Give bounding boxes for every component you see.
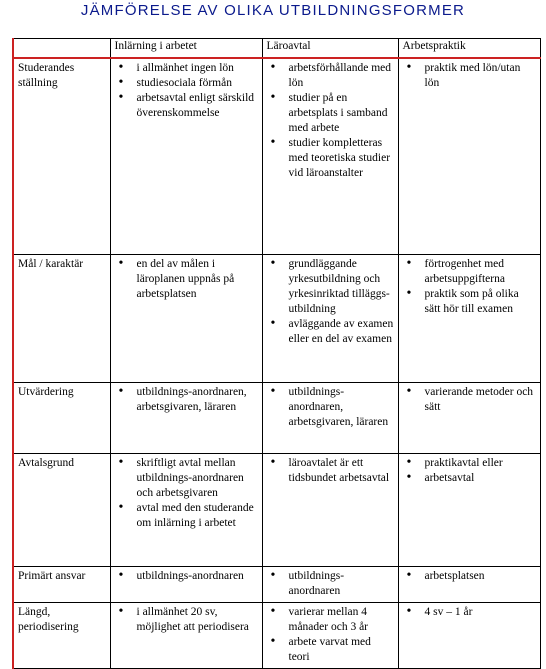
bullet-item: • i allmänhet ingen lön [115, 61, 259, 76]
cell-arbetspraktik [398, 382, 540, 453]
bullet-item: • avläggande av examen eller en del av examen [267, 317, 395, 347]
cell-laroavtal [262, 254, 398, 382]
cell-arbetspraktik [398, 566, 540, 602]
bullet-item: • praktik som på olika sätt hör till examen [403, 287, 537, 317]
cell-arbetspraktik [398, 453, 540, 566]
bullet-list [267, 385, 395, 430]
row-label: Avtalsgrund [13, 453, 110, 566]
cell-inlarning [110, 254, 262, 382]
bullet-item: • i allmänhet 20 sv, möjlighet att periodisera [115, 605, 259, 635]
bullet-item: • arbetsavtal [403, 471, 537, 486]
header-inlarning: Inlärning i arbetet [110, 39, 262, 59]
row-label: Längd, periodisering [13, 602, 110, 668]
bullet-item: • förtrogenhet med arbetsuppgifterna [403, 257, 537, 287]
bullet-item: • utbildnings-anordnaren, arbetsgivaren, läraren [267, 385, 395, 430]
bullet-item: • arbetsavtal enligt särskild överenskommelse [115, 91, 259, 121]
bullet-list [403, 61, 537, 91]
bullet-list [267, 257, 395, 347]
bullet-item: • studier på en arbetsplats i samband med arbete [267, 91, 395, 136]
bullet-list [115, 385, 259, 415]
bullet-list [267, 605, 395, 665]
cell-arbetspraktik [398, 254, 540, 382]
table-row [13, 382, 540, 453]
bullet-list [115, 61, 259, 121]
row-label: Primärt ansvar [13, 566, 110, 602]
bullet-list [403, 569, 537, 584]
bullet-item: • praktik med lön/utan lön [403, 61, 537, 91]
cell-inlarning [110, 453, 262, 566]
row-label: Studerandes ställning [13, 58, 110, 254]
cell-laroavtal [262, 453, 398, 566]
table-row [13, 453, 540, 566]
page-title: JÄMFÖRELSE AV OLIKA UTBILDNINGSFORMER [80, 2, 466, 19]
bullet-list [115, 605, 259, 635]
cell-laroavtal [262, 566, 398, 602]
cell-laroavtal [262, 382, 398, 453]
table-body [13, 58, 540, 668]
table-row [13, 254, 540, 382]
bullet-item: • varierande metoder och sätt [403, 385, 537, 415]
cell-laroavtal [262, 58, 398, 254]
bullet-item: • studier kompletteras med teoretiska studier vid läroanstalter [267, 136, 395, 181]
bullet-list [403, 385, 537, 415]
row-label: Utvärdering [13, 382, 110, 453]
bullet-item: • utbildnings-anordnaren, arbetsgivaren, läraren [115, 385, 259, 415]
bullet-item: • skriftligt avtal mellan utbildnings-anordnaren och arbetsgivaren [115, 456, 259, 501]
cell-arbetspraktik [398, 602, 540, 668]
bullet-item: • 4 sv – 1 år [403, 605, 537, 620]
header-laroavtal: Läroavtal [262, 39, 398, 59]
bullet-list [115, 456, 259, 531]
table-row [13, 566, 540, 602]
table-row [13, 58, 540, 254]
bullet-item: • studiesociala förmån [115, 76, 259, 91]
bullet-list [115, 569, 259, 584]
cell-inlarning [110, 602, 262, 668]
bullet-item: • arbete varvat med teori [267, 635, 395, 665]
bullet-list [403, 605, 537, 620]
cell-arbetspraktik [398, 58, 540, 254]
bullet-item: • arbetsförhållande med lön [267, 61, 395, 91]
bullet-item: • utbildnings-anordnaren [115, 569, 259, 584]
cell-laroavtal [262, 602, 398, 668]
header-corner-cell [13, 39, 110, 59]
header-arbetspraktik: Arbetspraktik [398, 39, 540, 59]
bullet-list [267, 569, 395, 599]
bullet-list [267, 61, 395, 181]
bullet-item: • en del av målen i läroplanen uppnås på arbetsplatsen [115, 257, 259, 302]
bullet-list [403, 456, 537, 486]
bullet-item: • utbildnings-anordnaren [267, 569, 395, 599]
bullet-item: • varierar mellan 4 månader och 3 år [267, 605, 395, 635]
bullet-list [403, 257, 537, 317]
cell-inlarning [110, 382, 262, 453]
bullet-item: • arbetsplatsen [403, 569, 537, 584]
cell-inlarning [110, 58, 262, 254]
comparison-table [12, 38, 541, 669]
cell-inlarning [110, 566, 262, 602]
bullet-item: • praktikavtal eller [403, 456, 537, 471]
table-row [13, 602, 540, 668]
row-label: Mål / karaktär [13, 254, 110, 382]
bullet-list [115, 257, 259, 302]
bullet-item: • läroavtalet är ett tidsbundet arbetsavtal [267, 456, 395, 486]
bullet-list [267, 456, 395, 486]
header-row [13, 39, 540, 59]
bullet-item: • avtal med den studerande om inlärning i arbetet [115, 501, 259, 531]
bullet-item: • grundläggande yrkesutbildning och yrkesinriktad tilläggs-utbildning [267, 257, 395, 317]
